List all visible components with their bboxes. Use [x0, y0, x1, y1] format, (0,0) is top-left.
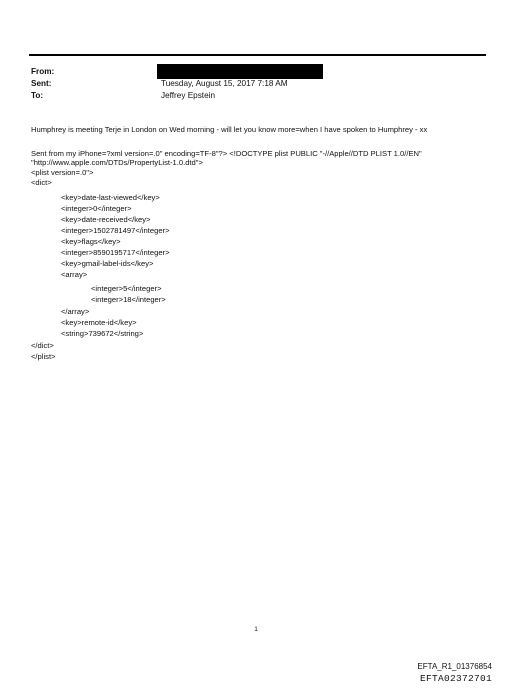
sent-label: Sent:: [31, 79, 52, 88]
xml-dict-close: </dict>: [31, 341, 54, 350]
xml-key-date-received: <key>date-received</key>: [61, 215, 151, 224]
xml-array-close: </array>: [61, 307, 90, 316]
header-rule: [29, 54, 486, 56]
xml-plist-close: </plist>: [31, 352, 56, 361]
xml-plist-open: <plist version=.0">: [31, 168, 94, 177]
signature-line-2: "http://www.apple.com/DTDs/PropertyList-1.0.dtd">: [31, 158, 203, 167]
xml-key-flags: <key>flags</key>: [61, 237, 121, 246]
xml-key-remote-id: <key>remote-id</key>: [61, 318, 137, 327]
xml-integer-flags: <integer>8590195717</integer>: [61, 248, 170, 257]
xml-dict-open: <dict>: [31, 178, 52, 187]
message-body: Humphrey is meeting Terje in London on Wed morning - will let you know more=when I have spoken to Humphrey - xx: [31, 125, 428, 134]
to-value: Jeffrey Epstein: [161, 91, 216, 100]
xml-string-remote-id: <string>739672</string>: [61, 329, 144, 338]
bates-number-primary: EFTA_R1_01376854: [417, 662, 492, 671]
redaction-box: [157, 64, 323, 79]
to-label: To:: [31, 91, 44, 100]
sent-value: Tuesday, August 15, 2017 7:18 AM: [161, 79, 288, 88]
page-number: 1: [254, 626, 258, 633]
xml-key-gmail-label-ids: <key>gmail-label-ids</key>: [61, 259, 154, 268]
xml-integer-received: <integer>1502781497</integer>: [61, 226, 170, 235]
from-label: From:: [31, 67, 55, 76]
signature-line-1: Sent from my iPhone=?xml version=.0" encoding=TF-8"?> <!DOCTYPE plist PUBLIC "-//Apple//DTD PLIST 1.0//EN": [31, 149, 422, 158]
xml-array-open: <array>: [61, 270, 88, 279]
bates-number-secondary: EFTA02372701: [419, 673, 492, 684]
xml-integer-18: <integer>18</integer>: [91, 295, 166, 304]
xml-key-date-last-viewed: <key>date-last-viewed</key>: [61, 193, 160, 202]
xml-integer-0: <integer>0</integer>: [61, 204, 132, 213]
xml-integer-5: <integer>5</integer>: [91, 284, 162, 293]
